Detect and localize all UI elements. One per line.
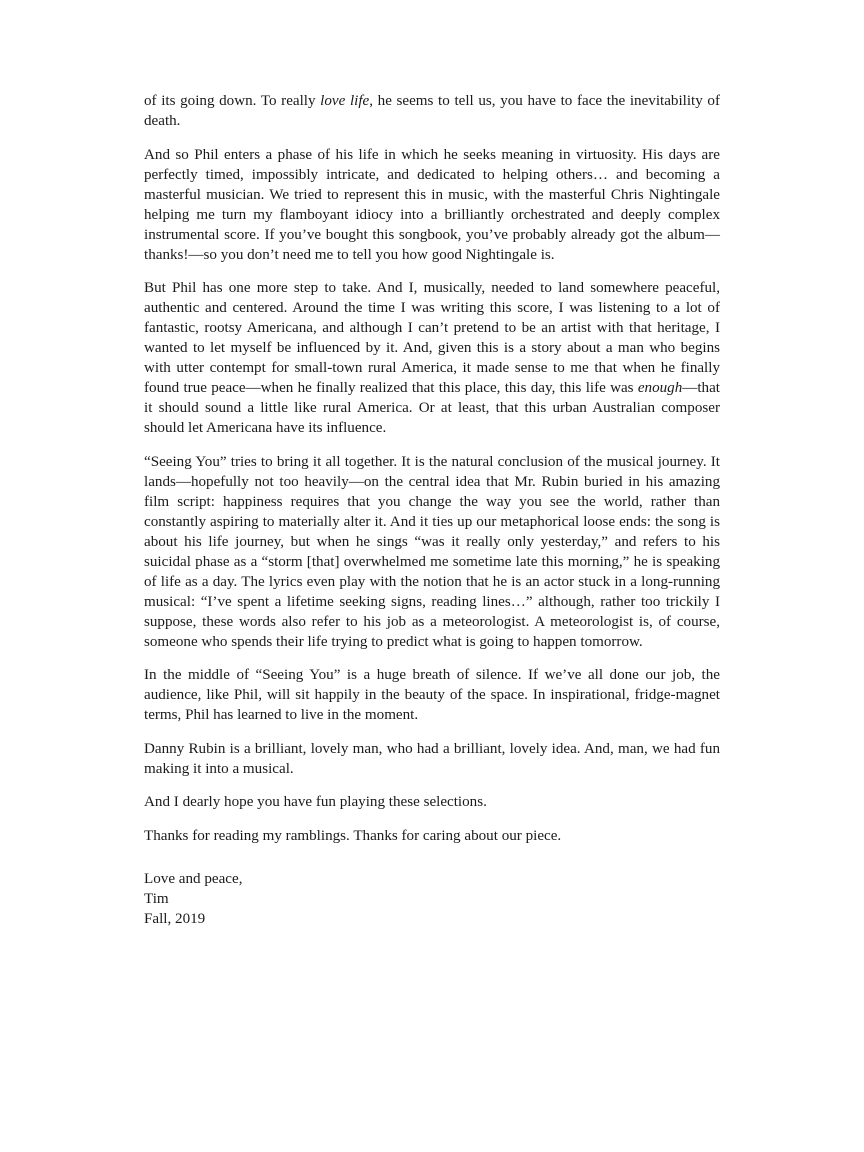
paragraph: [144, 739, 720, 779]
paragraph: [144, 452, 720, 652]
paragraph: [144, 665, 720, 725]
emphasis-text: enough: [637, 380, 683, 396]
text-run: But Phil has one more step to take. And I, musically, needed to land somewhere peaceful, authentic and centered. Around the time I was writing this score, I was listening to a lot of fantastic, rootsy Americana, and although I can’t pretend to be an artist with that heritage, I wanted to let myself be influenced by it. And, given this is a story about a man who begins with utter contempt for small-town rural America, it made sense to me that when he finally found true peace—when he finally realized that this place, this day, this life was: [144, 280, 720, 396]
text-run: “Seeing You” tries to bring it all together. It is the natural conclusion of the musical journey. It lands—hopefully not too heavily—on the central idea that Mr. Rubin buried in his amazing film script: happiness requires that you change the way you see the world, rather than constantly aspiring to materially alter it. And it ties up our metaphorical loose ends: the song is about his life journey, but when he sings “was it really only yesterday,” and refers to his suicidal phase as a “storm [that] overwhelmed me sometime late this morning,” he is speaking of life as a day. The lyrics even play with the notion that he is an actor stuck in a long-running musical: “I’ve spent a lifetime seeking signs, reading lines…” although, rather too trickily I suppose, these words also refer to his job as a meteorologist. A meteorologist is, of course, someone who spends their life trying to predict what is going to happen tomorrow.: [144, 453, 720, 650]
signoff-closing: Love and peace,: [144, 870, 243, 887]
signoff-name: Tim: [144, 890, 169, 907]
body-text: [144, 91, 720, 846]
paragraph: [144, 792, 720, 812]
emphasis-text: love life: [320, 93, 370, 109]
text-run: And I dearly hope you have fun playing these selections.: [144, 794, 487, 810]
paragraph: [144, 91, 720, 131]
text-run: And so Phil enters a phase of his life in which he seeks meaning in virtuosity. His days are perfectly timed, impossibly intricate, and dedicated to helping others… and becoming a masterful musician. We tried to represent this in music, with the masterful Chris Nightingale helping me turn my flamboyant idiocy into a brilliantly orchestrated and deeply complex instrumental score. If you’ve bought this songbook, you’ve probably already got the album—thanks!—so you don’t need me to tell you how good Nightingale is.: [144, 146, 720, 263]
text-run: Danny Rubin is a brilliant, lovely man, who had a brilliant, lovely idea. And, man, we had fun making it into a musical.: [144, 740, 720, 777]
text-run: Thanks for reading my ramblings. Thanks for caring about our piece.: [144, 827, 562, 844]
paragraph: [144, 145, 720, 265]
paragraph: [144, 278, 720, 438]
document-page: [144, 91, 720, 929]
text-run: —that it should sound a little like rural America. Or at least, that this urban Australian composer should let Americana have its influence.: [144, 380, 720, 436]
paragraph: [144, 826, 720, 846]
text-run: , he seems to tell us, you have to face the inevitability of death.: [144, 93, 720, 129]
signoff-date: Fall, 2019: [144, 910, 206, 927]
text-run: In the middle of “Seeing You” is a huge breath of silence. If we’ve all done our job, the audience, like Phil, will sit happily in the beauty of the space. In inspirational, fridge-magnet terms, Phil has learned to live in the moment.: [144, 667, 720, 723]
signoff: [144, 869, 720, 929]
text-run: of its going down. To really: [144, 93, 321, 109]
